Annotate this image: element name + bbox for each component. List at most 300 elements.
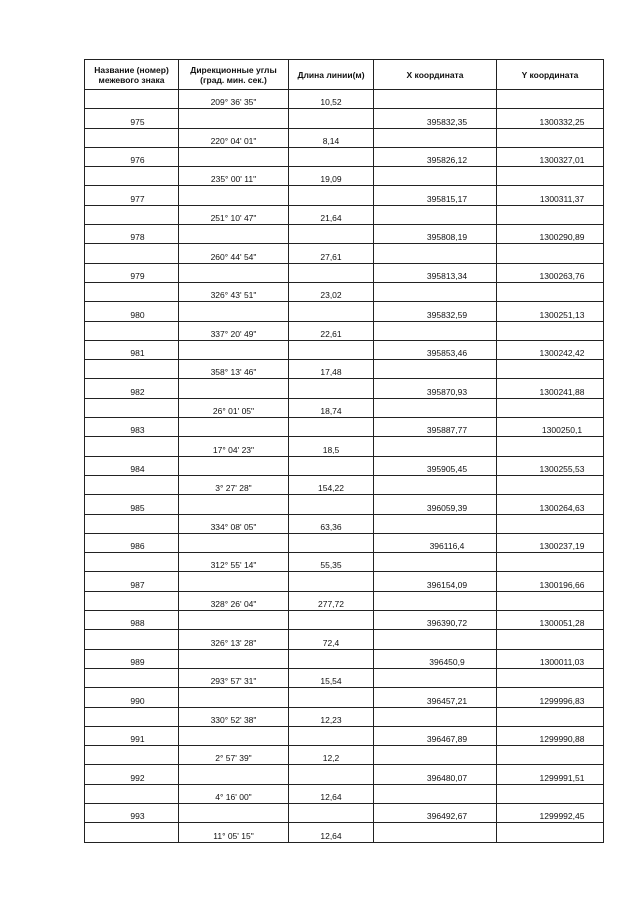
marker-name-cell <box>85 282 179 301</box>
direction-angle-cell-text: 251° 10' 47" <box>210 213 257 224</box>
marker-name-cell-text: 987 <box>130 579 145 590</box>
line-length-cell <box>289 109 374 128</box>
marker-name-cell <box>85 746 179 765</box>
marker-name-cell-text: 983 <box>130 425 145 436</box>
y-coordinate-cell <box>497 225 604 244</box>
line-length-cell <box>289 360 374 379</box>
x-coordinate-cell-text: 395808,19 <box>426 232 468 243</box>
y-coordinate-cell-text: 1300327,01 <box>539 155 585 166</box>
line-length-cell-text: 17,48 <box>320 367 342 378</box>
line-length-cell-text: 23,02 <box>320 290 342 301</box>
marker-name-cell-text: 985 <box>130 502 145 513</box>
y-coordinate-cell-text: 1300242,42 <box>539 348 585 359</box>
direction-angle-cell-text: 330° 52' 38" <box>210 714 257 725</box>
header-y-coordinate: Y координата <box>497 60 604 90</box>
x-coordinate-cell <box>374 282 497 301</box>
direction-angle-cell <box>179 263 289 282</box>
x-coordinate-cell-text: 395826,12 <box>426 155 468 166</box>
x-coordinate-cell-text: 395870,93 <box>426 386 468 397</box>
direction-angle-cell-text: 209° 36' 35" <box>210 97 257 108</box>
marker-name-cell <box>85 321 179 340</box>
direction-angle-cell <box>179 707 289 726</box>
line-length-cell <box>289 379 374 398</box>
table-row <box>85 109 604 128</box>
line-length-cell <box>289 630 374 649</box>
marker-name-cell-text: 977 <box>130 193 145 204</box>
y-coordinate-cell-text: 1299996,83 <box>539 695 585 706</box>
y-coordinate-cell-text: 1300332,25 <box>539 116 585 127</box>
line-length-cell-text: 12,64 <box>320 791 342 802</box>
y-coordinate-cell <box>497 591 604 610</box>
x-coordinate-cell <box>374 302 497 321</box>
table-row <box>85 418 604 437</box>
line-length-cell <box>289 668 374 687</box>
table-row <box>85 340 604 359</box>
direction-angle-cell-text: 358° 13' 46" <box>210 367 257 378</box>
marker-name-cell-text: 990 <box>130 695 145 706</box>
direction-angle-cell <box>179 572 289 591</box>
x-coordinate-cell <box>374 630 497 649</box>
x-coordinate-cell-text: 396492,67 <box>426 811 468 822</box>
marker-name-cell <box>85 668 179 687</box>
line-length-cell <box>289 321 374 340</box>
direction-angle-cell-text: 337° 20' 49" <box>210 328 257 339</box>
line-length-cell-text: 12,23 <box>320 714 342 725</box>
y-coordinate-cell <box>497 630 604 649</box>
x-coordinate-cell <box>374 456 497 475</box>
line-length-cell <box>289 128 374 147</box>
y-coordinate-cell <box>497 823 604 842</box>
y-coordinate-cell-text: 1300011,03 <box>539 656 585 667</box>
x-coordinate-cell-text: 395887,77 <box>426 425 468 436</box>
y-coordinate-cell <box>497 205 604 224</box>
x-coordinate-cell <box>374 591 497 610</box>
y-coordinate-cell <box>497 765 604 784</box>
y-coordinate-cell <box>497 398 604 417</box>
y-coordinate-cell <box>497 649 604 668</box>
x-coordinate-cell <box>374 90 497 109</box>
y-coordinate-cell <box>497 746 604 765</box>
header-direction-angles: Дирекционные углы (град. мин. сек.) <box>179 60 289 90</box>
marker-name-cell <box>85 649 179 668</box>
x-coordinate-cell <box>374 244 497 263</box>
line-length-cell <box>289 475 374 494</box>
marker-name-cell-text: 989 <box>130 656 145 667</box>
y-coordinate-cell <box>497 553 604 572</box>
direction-angle-cell <box>179 340 289 359</box>
y-coordinate-cell-text: 1300241,88 <box>539 386 585 397</box>
table-row <box>85 630 604 649</box>
marker-name-cell <box>85 302 179 321</box>
table-row <box>85 225 604 244</box>
y-coordinate-cell <box>497 379 604 398</box>
direction-angle-cell <box>179 803 289 822</box>
y-coordinate-cell <box>497 611 604 630</box>
table-row <box>85 688 604 707</box>
direction-angle-cell <box>179 109 289 128</box>
table-row <box>85 495 604 514</box>
y-coordinate-cell <box>497 321 604 340</box>
marker-name-cell <box>85 379 179 398</box>
table-row <box>85 803 604 822</box>
x-coordinate-cell <box>374 437 497 456</box>
marker-name-cell <box>85 591 179 610</box>
y-coordinate-cell <box>497 90 604 109</box>
x-coordinate-cell <box>374 360 497 379</box>
direction-angle-cell <box>179 225 289 244</box>
direction-angle-cell-text: 328° 26' 04" <box>210 599 257 610</box>
table-row <box>85 302 604 321</box>
marker-name-cell-text: 991 <box>130 734 145 745</box>
direction-angle-cell <box>179 514 289 533</box>
direction-angle-cell <box>179 302 289 321</box>
y-coordinate-cell-text: 1300290,89 <box>539 232 585 243</box>
y-coordinate-cell <box>497 244 604 263</box>
table-row <box>85 379 604 398</box>
line-length-cell-text: 27,61 <box>320 251 342 262</box>
header-row <box>85 60 604 90</box>
line-length-cell <box>289 205 374 224</box>
marker-name-cell <box>85 572 179 591</box>
marker-name-cell <box>85 765 179 784</box>
x-coordinate-cell-text: 395813,34 <box>426 270 468 281</box>
table-row <box>85 765 604 784</box>
table-row <box>85 668 604 687</box>
y-coordinate-cell <box>497 668 604 687</box>
marker-name-cell-text: 979 <box>130 270 145 281</box>
direction-angle-cell <box>179 668 289 687</box>
line-length-cell <box>289 514 374 533</box>
line-length-cell-text: 55,35 <box>320 560 342 571</box>
direction-angle-cell <box>179 282 289 301</box>
x-coordinate-cell <box>374 823 497 842</box>
line-length-cell <box>289 263 374 282</box>
marker-name-cell <box>85 514 179 533</box>
header-x-coordinate: X координата <box>374 60 497 90</box>
x-coordinate-cell <box>374 128 497 147</box>
line-length-cell <box>289 649 374 668</box>
x-coordinate-cell <box>374 514 497 533</box>
marker-name-cell <box>85 533 179 552</box>
line-length-cell <box>289 225 374 244</box>
table-row <box>85 90 604 109</box>
marker-name-cell <box>85 340 179 359</box>
line-length-cell-text: 15,54 <box>320 676 342 687</box>
marker-name-cell-text: 992 <box>130 772 145 783</box>
marker-name-cell <box>85 128 179 147</box>
y-coordinate-cell-text: 1299990,88 <box>539 734 585 745</box>
direction-angle-cell <box>179 553 289 572</box>
line-length-cell <box>289 282 374 301</box>
y-coordinate-cell <box>497 495 604 514</box>
x-coordinate-cell <box>374 263 497 282</box>
y-coordinate-cell-text: 1299992,45 <box>539 811 585 822</box>
y-coordinate-cell-text: 1300237,19 <box>539 541 585 552</box>
marker-name-cell <box>85 186 179 205</box>
boundary-coordinates-table <box>84 59 604 843</box>
marker-name-cell-text: 975 <box>130 116 145 127</box>
x-coordinate-cell <box>374 398 497 417</box>
y-coordinate-cell <box>497 688 604 707</box>
direction-angle-cell <box>179 321 289 340</box>
marker-name-cell <box>85 803 179 822</box>
marker-name-cell <box>85 90 179 109</box>
x-coordinate-cell <box>374 379 497 398</box>
line-length-cell <box>289 803 374 822</box>
direction-angle-cell-text: 260° 44' 54" <box>210 251 257 262</box>
header-line-length: Длина линии(м) <box>289 60 374 90</box>
table-header <box>85 60 604 90</box>
line-length-cell-text: 18,74 <box>320 406 342 417</box>
y-coordinate-cell <box>497 437 604 456</box>
direction-angle-cell <box>179 746 289 765</box>
marker-name-cell <box>85 263 179 282</box>
x-coordinate-cell-text: 395832,35 <box>426 116 468 127</box>
marker-name-cell-text: 988 <box>130 618 145 629</box>
direction-angle-cell <box>179 186 289 205</box>
direction-angle-cell <box>179 726 289 745</box>
line-length-cell-text: 12,64 <box>320 830 342 841</box>
x-coordinate-cell-text: 395815,17 <box>426 193 468 204</box>
marker-name-cell <box>85 475 179 494</box>
x-coordinate-cell-text: 396116,4 <box>429 541 465 552</box>
y-coordinate-cell <box>497 340 604 359</box>
direction-angle-cell <box>179 495 289 514</box>
y-coordinate-cell <box>497 360 604 379</box>
direction-angle-cell <box>179 823 289 842</box>
marker-name-cell <box>85 823 179 842</box>
table-row <box>85 726 604 745</box>
marker-name-cell <box>85 205 179 224</box>
x-coordinate-cell <box>374 186 497 205</box>
x-coordinate-cell <box>374 495 497 514</box>
direction-angle-cell-text: 220° 04' 01" <box>210 135 257 146</box>
x-coordinate-cell-text: 396480,07 <box>426 772 468 783</box>
line-length-cell <box>289 167 374 186</box>
table-row <box>85 707 604 726</box>
line-length-cell <box>289 302 374 321</box>
line-length-cell <box>289 611 374 630</box>
marker-name-cell <box>85 147 179 166</box>
table-row <box>85 398 604 417</box>
marker-name-cell <box>85 398 179 417</box>
line-length-cell-text: 12,2 <box>322 753 340 764</box>
x-coordinate-cell <box>374 167 497 186</box>
table-row <box>85 128 604 147</box>
y-coordinate-cell-text: 1299991,51 <box>539 772 585 783</box>
direction-angle-cell <box>179 591 289 610</box>
line-length-cell-text: 18,5 <box>322 444 340 455</box>
y-coordinate-cell <box>497 282 604 301</box>
y-coordinate-cell <box>497 302 604 321</box>
line-length-cell <box>289 533 374 552</box>
direction-angle-cell <box>179 533 289 552</box>
table-row <box>85 746 604 765</box>
direction-angle-cell-text: 2° 57' 39" <box>215 753 252 764</box>
x-coordinate-cell-text: 396450,9 <box>429 656 465 667</box>
marker-name-cell-text: 976 <box>130 155 145 166</box>
x-coordinate-cell <box>374 553 497 572</box>
line-length-cell <box>289 784 374 803</box>
x-coordinate-cell-text: 395905,45 <box>426 463 468 474</box>
marker-name-cell <box>85 418 179 437</box>
direction-angle-cell <box>179 611 289 630</box>
x-coordinate-cell-text: 396154,09 <box>426 579 468 590</box>
x-coordinate-cell <box>374 225 497 244</box>
marker-name-cell <box>85 688 179 707</box>
line-length-cell <box>289 746 374 765</box>
line-length-cell <box>289 591 374 610</box>
header-marker-name: Название (номер) межевого знака <box>85 60 179 90</box>
line-length-cell <box>289 90 374 109</box>
y-coordinate-cell-text: 1300051,28 <box>539 618 585 629</box>
direction-angle-cell <box>179 475 289 494</box>
y-coordinate-cell <box>497 263 604 282</box>
line-length-cell-text: 8,14 <box>322 135 340 146</box>
direction-angle-cell-text: 326° 13' 28" <box>210 637 257 648</box>
marker-name-cell <box>85 360 179 379</box>
direction-angle-cell <box>179 688 289 707</box>
x-coordinate-cell <box>374 572 497 591</box>
direction-angle-cell-text: 312° 55' 14" <box>210 560 257 571</box>
x-coordinate-cell <box>374 475 497 494</box>
line-length-cell <box>289 765 374 784</box>
y-coordinate-cell <box>497 475 604 494</box>
x-coordinate-cell <box>374 707 497 726</box>
y-coordinate-cell <box>497 726 604 745</box>
direction-angle-cell <box>179 630 289 649</box>
direction-angle-cell <box>179 147 289 166</box>
direction-angle-cell <box>179 205 289 224</box>
direction-angle-cell <box>179 456 289 475</box>
table-row <box>85 205 604 224</box>
table-row <box>85 263 604 282</box>
direction-angle-cell <box>179 90 289 109</box>
direction-angle-cell-text: 334° 08' 05" <box>210 521 257 532</box>
y-coordinate-cell <box>497 514 604 533</box>
y-coordinate-cell-text: 1300255,53 <box>539 463 585 474</box>
marker-name-cell <box>85 707 179 726</box>
y-coordinate-cell-text: 1300250,1 <box>541 425 583 436</box>
x-coordinate-cell-text: 396467,89 <box>426 734 468 745</box>
table-row <box>85 147 604 166</box>
x-coordinate-cell <box>374 340 497 359</box>
line-length-cell <box>289 823 374 842</box>
y-coordinate-cell <box>497 147 604 166</box>
table-row <box>85 649 604 668</box>
table-row <box>85 186 604 205</box>
y-coordinate-cell <box>497 707 604 726</box>
x-coordinate-cell <box>374 765 497 784</box>
table-row <box>85 784 604 803</box>
direction-angle-cell-text: 3° 27' 28" <box>215 483 252 494</box>
direction-angle-cell-text: 326° 43' 51" <box>210 290 257 301</box>
x-coordinate-cell-text: 395853,46 <box>426 348 468 359</box>
marker-name-cell <box>85 109 179 128</box>
y-coordinate-cell-text: 1300264,63 <box>539 502 585 513</box>
line-length-cell <box>289 437 374 456</box>
x-coordinate-cell <box>374 803 497 822</box>
x-coordinate-cell <box>374 611 497 630</box>
line-length-cell-text: 72,4 <box>322 637 340 648</box>
y-coordinate-cell <box>497 128 604 147</box>
direction-angle-cell-text: 26° 01' 05" <box>212 406 255 417</box>
table-row <box>85 591 604 610</box>
marker-name-cell-text: 981 <box>130 348 145 359</box>
direction-angle-cell <box>179 379 289 398</box>
direction-angle-cell-text: 4° 16' 00" <box>215 791 252 802</box>
x-coordinate-cell <box>374 746 497 765</box>
table-row <box>85 167 604 186</box>
table-row <box>85 475 604 494</box>
line-length-cell-text: 10,52 <box>320 97 342 108</box>
y-coordinate-cell <box>497 784 604 803</box>
direction-angle-cell-text: 17° 04' 23" <box>212 444 255 455</box>
y-coordinate-cell-text: 1300251,13 <box>539 309 585 320</box>
line-length-cell <box>289 572 374 591</box>
x-coordinate-cell-text: 396457,21 <box>426 695 468 706</box>
line-length-cell-text: 154,22 <box>318 483 344 494</box>
y-coordinate-cell <box>497 186 604 205</box>
marker-name-cell <box>85 167 179 186</box>
marker-name-cell <box>85 495 179 514</box>
marker-name-cell <box>85 456 179 475</box>
line-length-cell <box>289 456 374 475</box>
marker-name-cell <box>85 630 179 649</box>
marker-name-cell <box>85 244 179 263</box>
direction-angle-cell <box>179 360 289 379</box>
x-coordinate-cell <box>374 688 497 707</box>
y-coordinate-cell <box>497 456 604 475</box>
direction-angle-cell-text: 235° 00' 11" <box>210 174 257 185</box>
direction-angle-cell <box>179 398 289 417</box>
line-length-cell <box>289 726 374 745</box>
line-length-cell-text: 22,61 <box>320 328 342 339</box>
x-coordinate-cell <box>374 726 497 745</box>
x-coordinate-cell <box>374 649 497 668</box>
x-coordinate-cell <box>374 109 497 128</box>
x-coordinate-cell <box>374 533 497 552</box>
x-coordinate-cell <box>374 205 497 224</box>
y-coordinate-cell <box>497 533 604 552</box>
direction-angle-cell <box>179 784 289 803</box>
line-length-cell-text: 19,09 <box>320 174 342 185</box>
table-row <box>85 533 604 552</box>
y-coordinate-cell <box>497 572 604 591</box>
table-body <box>85 90 604 843</box>
line-length-cell <box>289 147 374 166</box>
line-length-cell <box>289 418 374 437</box>
line-length-cell-text: 277,72 <box>318 599 344 610</box>
table-row <box>85 437 604 456</box>
x-coordinate-cell-text: 396390,72 <box>426 618 468 629</box>
line-length-cell <box>289 495 374 514</box>
marker-name-cell-text: 982 <box>130 386 145 397</box>
direction-angle-cell <box>179 765 289 784</box>
direction-angle-cell <box>179 244 289 263</box>
x-coordinate-cell-text: 396059,39 <box>426 502 468 513</box>
x-coordinate-cell <box>374 784 497 803</box>
direction-angle-cell <box>179 418 289 437</box>
line-length-cell <box>289 186 374 205</box>
line-length-cell <box>289 398 374 417</box>
y-coordinate-cell-text: 1300263,76 <box>539 270 585 281</box>
x-coordinate-cell-text: 395832,59 <box>426 309 468 320</box>
marker-name-cell <box>85 553 179 572</box>
direction-angle-cell <box>179 649 289 668</box>
table-row <box>85 611 604 630</box>
table-row <box>85 321 604 340</box>
